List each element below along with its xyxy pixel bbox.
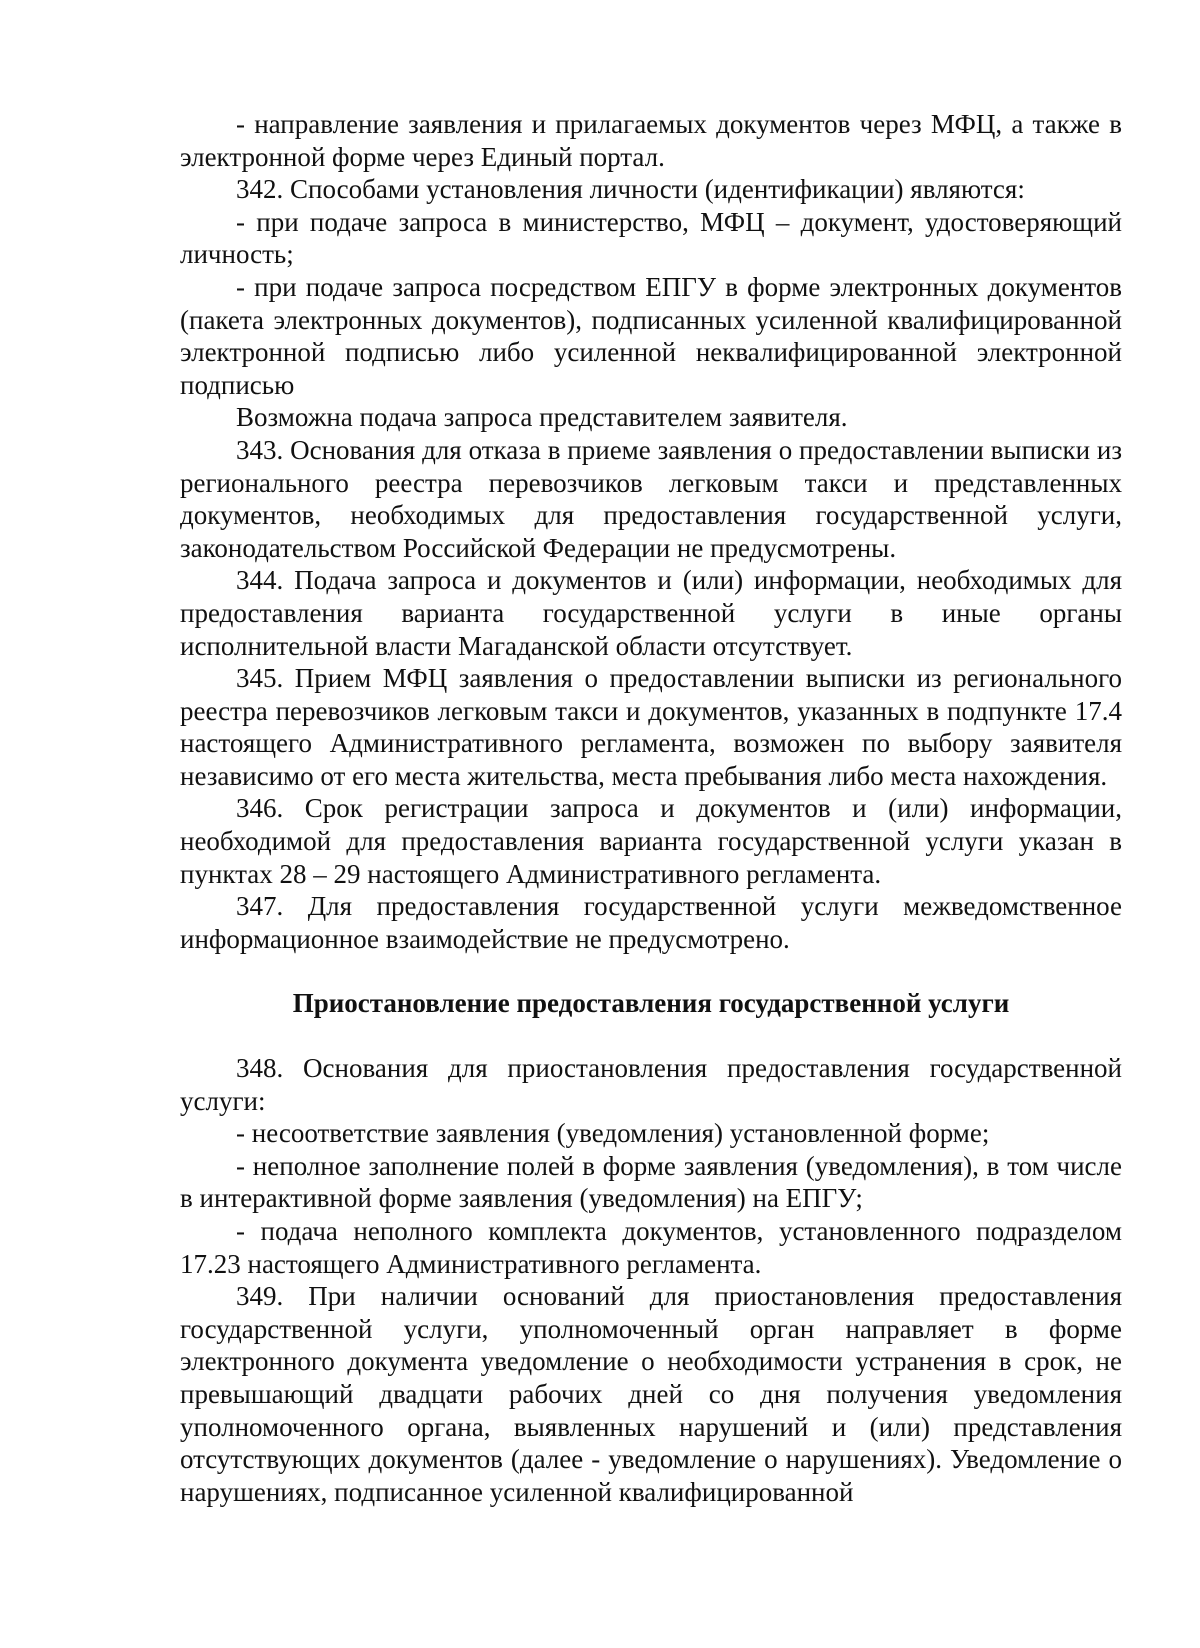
paragraph: - подача неполного комплекта документов, установленного подразделом 17.23 настоящего Административного регламента. bbox=[180, 1216, 1122, 1279]
section-heading: Приостановление предоставления государственной услуги bbox=[292, 988, 1010, 1019]
paragraph: 342. Способами установления личности (идентификации) являются: bbox=[236, 174, 1025, 205]
paragraph: 348. Основания для приостановления предоставления государственной услуги: bbox=[180, 1053, 1122, 1116]
paragraph: Возможна подача запроса представителем заявителя. bbox=[236, 402, 848, 433]
paragraph: 346. Срок регистрации запроса и документов и (или) информации, необходимой для предоставления варианта государственной услуги указан в пунктах 28 – 29 настоящего Административного регламента. bbox=[180, 793, 1122, 889]
paragraph: 343. Основания для отказа в приеме заявления о предоставлении выписки из регионального реестра перевозчиков легковым такси и представленных документов, необходимых для предоставления государственной услуги, законодательством Российской Федерации не предусмотрены. bbox=[180, 434, 1122, 563]
paragraph: - при подаче запроса в министерство, МФЦ – документ, удостоверяющий личность; bbox=[180, 206, 1122, 270]
document-page bbox=[180, 108, 1122, 1508]
paragraph: - неполное заполнение полей в форме заявления (уведомления), в том числе в интерактивной форме заявления (уведомления) на ЕПГУ; bbox=[180, 1150, 1122, 1214]
paragraph: 344. Подача запроса и документов и (или) информации, необходимых для предоставления варианта государственной услуги в иные органы исполнительной власти Магаданской области отсутствует. bbox=[180, 565, 1122, 661]
paragraph: - направление заявления и прилагаемых документов через МФЦ, а также в электронной форме через Единый портал. bbox=[180, 109, 1122, 172]
paragraph: 347. Для предоставления государственной услуги межведомственное информационное взаимодействие не предусмотрено. bbox=[180, 891, 1122, 954]
paragraph: - несоответствие заявления (уведомления) установленной форме; bbox=[236, 1118, 990, 1149]
paragraph: 345. Прием МФЦ заявления о предоставлении выписки из регионального реестра перевозчиков легковым такси и документов, указанных в подпункте 17.4 настоящего Административного регламента, возможен по выбору заявителя независимо от его места жительства, места пребывания либо места нахождения. bbox=[180, 663, 1122, 791]
paragraph: 349. При наличии оснований для приостановления предоставления государственной услуги, уполномоченный орган направляет в форме электронного документа уведомление о необходимости устранения в срок, не превышающий двадцати рабочих дней со дня получения уведомления уполномоченного органа, выявленных нарушений и (или) представления отсутствующих документов (далее - уведомление о нарушениях). Уведомление о нарушениях, подписанное усиленной квалифицированной bbox=[180, 1281, 1122, 1507]
paragraph: - при подаче запроса посредством ЕПГУ в форме электронных документов (пакета электронных документов), подписанных усиленной квалифицированной электронной подписью либо усиленной неквалифицированной электронной подписью bbox=[180, 271, 1122, 400]
